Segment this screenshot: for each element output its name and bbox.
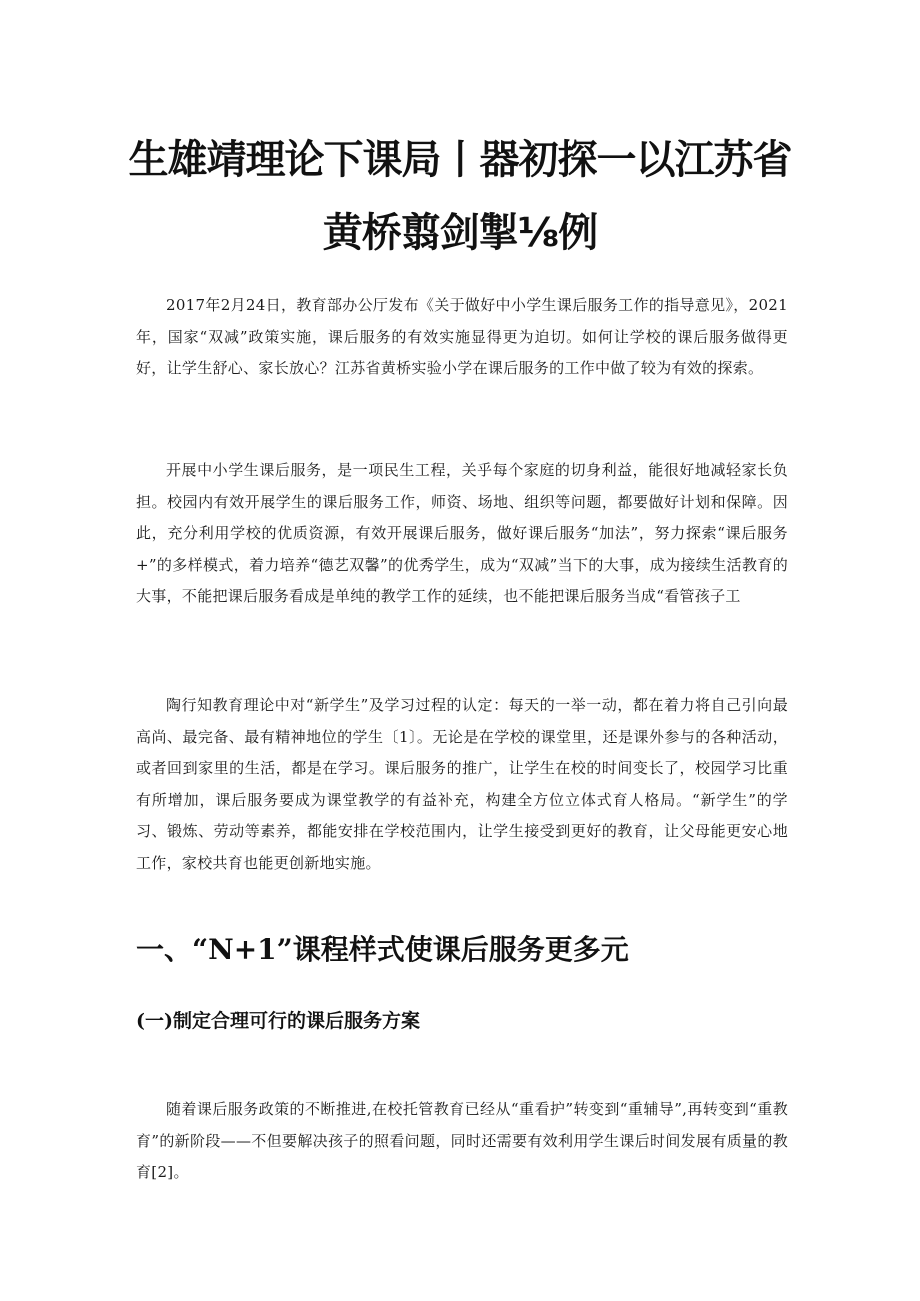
title-line-1: 生雄靖理论下课局丨器初探一以江苏省 <box>128 137 792 183</box>
section-heading: 一、“N+1”课程样式使课后服务更多元 <box>136 933 629 966</box>
paragraph-4: 随着课后服务政策的不断推进,在校托管教育已经从“重看护”转变到“重辅导”,再转变到“重教育”的新阶段——不但要解决孩子的照看问题，同时还需要有效利用学生课后时间发展有质量的教育[2]。 <box>136 1100 788 1181</box>
title-line-2: 黄桥翦剑掣⅛例 <box>322 210 598 256</box>
paragraph-3: 陶行知教育理论中对“新学生”及学习过程的认定：每天的一举一动，都在着力将自己引向最高尚、最完备、最有精神地位的学生〔1〕。无论是在学校的课堂里，还是课外参与的各种活动，或者回到家里的生活，都是在学习。课后服务的推广，让学生在校的时间变长了，校园学习比重有所增加，课后服务要成为课堂教学的有益补充，构建全方位立体式育人格局。“新学生”的学习、锻炼、劳动等素养，都能安排在学校范围内，让学生接受到更好的教育，让父母能更安心地工作，家校共育也能更创新地实施。 <box>136 696 788 872</box>
subsection-heading: (一)制定合理可行的课后服务方案 <box>136 1010 420 1032</box>
paragraph-1: 2017年2月24日，教育部办公厅发布《关于做好中小学生课后服务工作的指导意见》，2021年，国家“双减”政策实施，课后服务的有效实施显得更为迫切。如何让学校的课后服务做得更好，让学生舒心、家长放心？江苏省黄桥实验小学在课后服务的工作中做了较为有效的探索。 <box>136 296 788 377</box>
paragraph-2: 开展中小学生课后服务，是一项民生工程，关乎每个家庭的切身利益，能很好地减轻家长负担。校园内有效开展学生的课后服务工作，师资、场地、组织等问题，都要做好计划和保障。因此，充分利用学校的优质资源，有效开展课后服务，做好课后服务“加法”，努力探索“课后服务+”的多样模式，着力培养“德艺双馨”的优秀学生，成为“双减”当下的大事，成为接续生活教育的大事，不能把课后服务看成是单纯的教学工作的延续，也不能把课后服务当成“看管孩子工 <box>136 461 788 605</box>
